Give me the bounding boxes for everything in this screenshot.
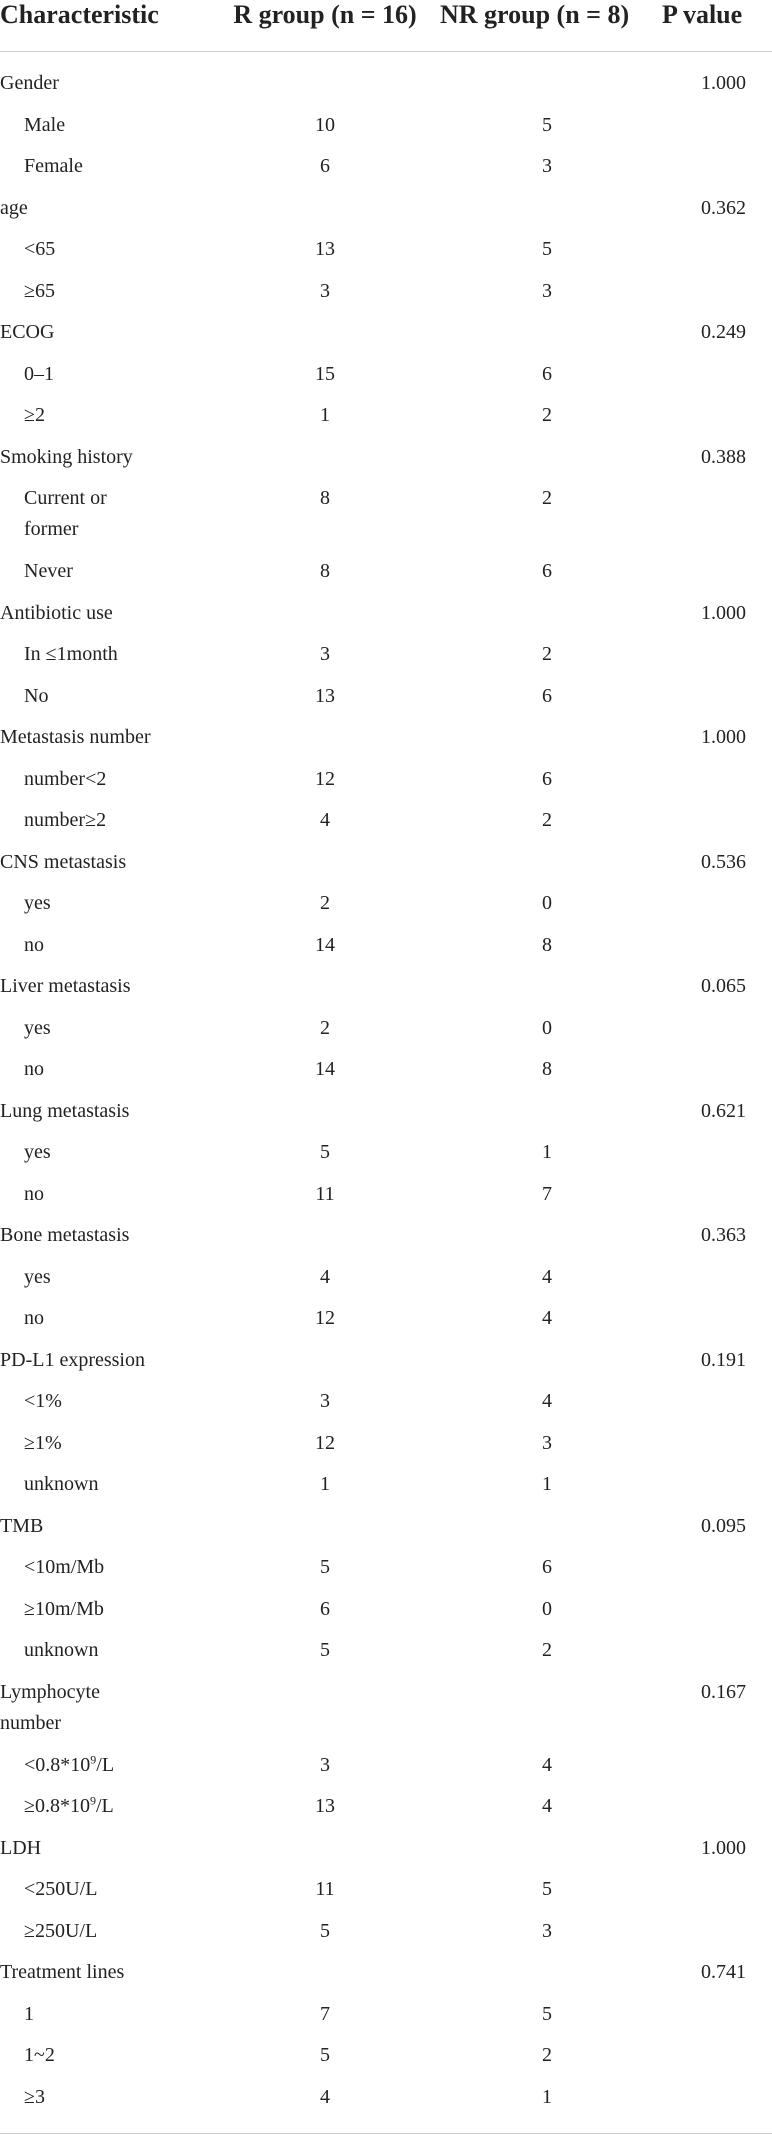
nr-group-value: 3 bbox=[542, 1919, 552, 1942]
r-group-value: 12 bbox=[315, 1307, 335, 1329]
table-row-category bbox=[0, 1096, 772, 1138]
p-value: 0.536 bbox=[701, 850, 746, 873]
table-row-category bbox=[0, 1677, 772, 1750]
table-row bbox=[0, 1386, 772, 1428]
row-label: ≥65 bbox=[24, 279, 55, 302]
table-row bbox=[0, 1179, 772, 1221]
row-label: ≥1% bbox=[24, 1431, 62, 1454]
nr-group-value: 3 bbox=[542, 279, 552, 302]
r-group-value: 5 bbox=[320, 1919, 330, 1942]
table-row bbox=[0, 110, 772, 152]
r-group-value: 6 bbox=[320, 155, 330, 177]
table-row bbox=[0, 234, 772, 276]
row-label: No bbox=[24, 684, 49, 707]
row-label: In ≤1month bbox=[24, 643, 118, 665]
table-row bbox=[0, 151, 772, 193]
r-group-value: 2 bbox=[320, 1016, 330, 1039]
p-value: 1.000 bbox=[701, 601, 746, 624]
nr-group-value: 5 bbox=[542, 238, 552, 260]
table-row-category bbox=[0, 193, 772, 235]
r-group-value: 12 bbox=[315, 1431, 335, 1454]
row-label: ECOG bbox=[0, 321, 55, 343]
row-label: 0–1 bbox=[24, 362, 54, 385]
r-group-value: 1 bbox=[320, 404, 330, 426]
nr-group-value: 5 bbox=[542, 113, 552, 136]
nr-group-value: 1 bbox=[542, 2085, 552, 2108]
header-nr-group: NR group (n = 8) bbox=[440, 0, 630, 29]
bottom-rule bbox=[0, 2133, 772, 2134]
table-row bbox=[0, 1552, 772, 1594]
table-row-category bbox=[0, 847, 772, 889]
nr-group-value: 6 bbox=[542, 1556, 552, 1578]
nr-group-value: 1 bbox=[542, 1141, 552, 1163]
r-group-value: 8 bbox=[320, 487, 330, 509]
header-characteristic: Characteristic bbox=[0, 0, 159, 29]
row-label: Gender bbox=[0, 72, 59, 94]
row-label: Current or former bbox=[24, 487, 107, 540]
r-group-value: 13 bbox=[315, 1795, 335, 1817]
table-row-category bbox=[0, 1345, 772, 1387]
row-label: yes bbox=[24, 892, 51, 914]
table-row bbox=[0, 888, 772, 930]
row-label: no bbox=[24, 933, 44, 956]
table-row bbox=[0, 1874, 772, 1916]
row-label: number≥2 bbox=[24, 809, 107, 831]
row-label: <1% bbox=[24, 1390, 62, 1412]
row-label: yes bbox=[24, 1141, 51, 1163]
nr-group-value: 2 bbox=[542, 487, 552, 509]
row-label: unknown bbox=[24, 1473, 99, 1495]
row-label: no bbox=[24, 1058, 44, 1080]
table-row bbox=[0, 556, 772, 598]
p-value: 0.621 bbox=[701, 1099, 746, 1122]
table-row bbox=[0, 1054, 772, 1096]
r-group-value: 14 bbox=[315, 1058, 335, 1080]
table-row bbox=[0, 1303, 772, 1345]
r-group-value: 15 bbox=[315, 362, 335, 385]
table-row bbox=[0, 2082, 772, 2124]
r-group-value: 5 bbox=[320, 1556, 330, 1578]
table-row bbox=[0, 1594, 772, 1636]
row-label: <65 bbox=[24, 238, 56, 260]
table-row-category bbox=[0, 1220, 772, 1262]
r-group-value: 13 bbox=[315, 238, 335, 260]
row-label: TMB bbox=[0, 1514, 44, 1537]
table-header bbox=[0, 0, 772, 52]
row-label: age bbox=[0, 196, 28, 219]
table-row-category bbox=[0, 1957, 772, 1999]
nr-group-value: 2 bbox=[542, 643, 552, 665]
p-value: 1.000 bbox=[701, 72, 746, 94]
table-row-category bbox=[0, 722, 772, 764]
table-row-category bbox=[0, 971, 772, 1013]
nr-group-value: 3 bbox=[542, 155, 552, 177]
table-row bbox=[0, 1999, 772, 2041]
nr-group-value: 2 bbox=[542, 2044, 552, 2066]
table-row bbox=[0, 1469, 772, 1511]
row-label: Smoking history bbox=[0, 445, 133, 468]
table-row bbox=[0, 2040, 772, 2082]
nr-group-value: 5 bbox=[542, 2002, 552, 2025]
nr-group-value: 6 bbox=[542, 767, 552, 790]
table-row bbox=[0, 359, 772, 401]
row-label: $<0.8*10^9/L$ bbox=[24, 1751, 115, 1776]
header-p-value: P value bbox=[662, 0, 743, 29]
row-label: <250U/L bbox=[24, 1878, 98, 1900]
header-r-group: R group (n = 16) bbox=[233, 0, 417, 29]
row-label: Bone metastasis bbox=[0, 1224, 130, 1246]
p-value: 0.065 bbox=[701, 975, 746, 997]
r-group-value: 3 bbox=[320, 1753, 330, 1776]
p-value: 0.362 bbox=[701, 196, 746, 219]
p-value: 0.741 bbox=[701, 1961, 746, 1983]
nr-group-value: 1 bbox=[542, 1473, 552, 1495]
row-label: LDH bbox=[0, 1836, 42, 1859]
p-value: 0.388 bbox=[701, 445, 746, 468]
nr-group-value: 4 bbox=[542, 1795, 552, 1817]
table-row bbox=[0, 1013, 772, 1055]
row-label: $\ge 0.8*10^9/L$ bbox=[24, 1793, 114, 1817]
nr-group-value: 8 bbox=[542, 933, 552, 956]
nr-group-value: 3 bbox=[542, 1431, 552, 1454]
nr-group-value: 4 bbox=[542, 1390, 552, 1412]
nr-group-value: 4 bbox=[542, 1753, 552, 1776]
row-label: 1~2 bbox=[24, 2044, 55, 2066]
table-row bbox=[0, 276, 772, 318]
table-row bbox=[0, 1750, 772, 1792]
p-value: 0.191 bbox=[701, 1348, 746, 1371]
row-label: Female bbox=[24, 155, 83, 177]
r-group-value: 4 bbox=[320, 809, 330, 831]
r-group-value: 1 bbox=[320, 1473, 330, 1495]
table-body bbox=[0, 52, 772, 2123]
row-label: CNS metastasis bbox=[0, 850, 127, 873]
row-label: yes bbox=[24, 1016, 51, 1039]
r-group-value: 3 bbox=[320, 643, 330, 665]
r-group-value: 3 bbox=[320, 279, 330, 302]
table-row-category bbox=[0, 317, 772, 359]
row-label: Lung metastasis bbox=[0, 1099, 130, 1122]
table-row-category bbox=[0, 598, 772, 640]
row-label: no bbox=[24, 1182, 44, 1205]
r-group-value: 13 bbox=[315, 684, 335, 707]
table-row bbox=[0, 483, 772, 556]
r-group-value: 11 bbox=[315, 1182, 335, 1205]
table-row-category bbox=[0, 442, 772, 484]
r-group-value: 6 bbox=[320, 1597, 330, 1620]
nr-group-value: 2 bbox=[542, 809, 552, 831]
r-group-value: 3 bbox=[320, 1390, 330, 1412]
r-group-value: 4 bbox=[320, 2085, 330, 2108]
r-group-value: 5 bbox=[320, 2044, 330, 2066]
table-row-category bbox=[0, 1833, 772, 1875]
nr-group-value: 2 bbox=[542, 1639, 552, 1661]
table-row bbox=[0, 764, 772, 806]
nr-group-value: 8 bbox=[542, 1058, 552, 1080]
table-row bbox=[0, 1791, 772, 1833]
row-label: Liver metastasis bbox=[0, 975, 131, 997]
table-row bbox=[0, 1137, 772, 1179]
table-row-category bbox=[0, 1511, 772, 1553]
r-group-value: 5 bbox=[320, 1639, 330, 1661]
nr-group-value: 6 bbox=[542, 684, 552, 707]
r-group-value: 7 bbox=[320, 2002, 330, 2025]
p-value: 0.249 bbox=[701, 321, 746, 343]
r-group-value: 8 bbox=[320, 560, 330, 582]
row-label: <10m/Mb bbox=[24, 1556, 105, 1578]
row-label: Treatment lines bbox=[0, 1961, 125, 1983]
nr-group-value: 4 bbox=[542, 1265, 552, 1288]
r-group-value: 4 bbox=[320, 1265, 330, 1288]
row-label: number<2 bbox=[24, 767, 107, 790]
row-label: ≥250U/L bbox=[24, 1919, 98, 1942]
nr-group-value: 0 bbox=[542, 1597, 552, 1620]
row-label: ≥10m/Mb bbox=[24, 1597, 104, 1620]
r-group-value: 2 bbox=[320, 892, 330, 914]
r-group-value: 11 bbox=[315, 1878, 335, 1900]
p-value: 1.000 bbox=[701, 726, 746, 748]
row-label: no bbox=[24, 1307, 44, 1329]
table-row bbox=[0, 805, 772, 847]
nr-group-value: 0 bbox=[542, 1016, 552, 1039]
row-label: PD-L1 expression bbox=[0, 1348, 145, 1371]
table-row bbox=[0, 1635, 772, 1677]
row-label: ≥3 bbox=[24, 2085, 45, 2108]
row-label: Never bbox=[24, 560, 73, 582]
table-row bbox=[0, 681, 772, 723]
row-label: yes bbox=[24, 1265, 51, 1288]
nr-group-value: 2 bbox=[542, 404, 552, 426]
row-label: ≥2 bbox=[24, 404, 45, 426]
p-value: 0.167 bbox=[701, 1680, 746, 1703]
table-row bbox=[0, 1262, 772, 1304]
row-label: Lymphocyte number bbox=[0, 1680, 100, 1734]
r-group-value: 14 bbox=[315, 933, 335, 956]
table-row bbox=[0, 1428, 772, 1470]
table-row bbox=[0, 930, 772, 972]
p-value: 0.095 bbox=[701, 1514, 746, 1537]
table-row bbox=[0, 639, 772, 681]
nr-group-value: 5 bbox=[542, 1878, 552, 1900]
row-label: unknown bbox=[24, 1639, 99, 1661]
nr-group-value: 6 bbox=[542, 560, 552, 582]
table-row bbox=[0, 1916, 772, 1958]
p-value: 1.000 bbox=[701, 1836, 746, 1859]
row-label: Antibiotic use bbox=[0, 601, 113, 624]
table-row bbox=[0, 400, 772, 442]
r-group-value: 12 bbox=[315, 767, 335, 790]
row-label: 1 bbox=[24, 2002, 34, 2025]
nr-group-value: 7 bbox=[542, 1182, 552, 1205]
r-group-value: 10 bbox=[315, 113, 335, 136]
row-label: Metastasis number bbox=[0, 726, 151, 748]
nr-group-value: 6 bbox=[542, 362, 552, 385]
row-label: Male bbox=[24, 113, 66, 136]
nr-group-value: 4 bbox=[542, 1307, 552, 1329]
table-row-category bbox=[0, 68, 772, 110]
nr-group-value: 0 bbox=[542, 892, 552, 914]
r-group-value: 5 bbox=[320, 1141, 330, 1163]
p-value: 0.363 bbox=[701, 1224, 746, 1246]
